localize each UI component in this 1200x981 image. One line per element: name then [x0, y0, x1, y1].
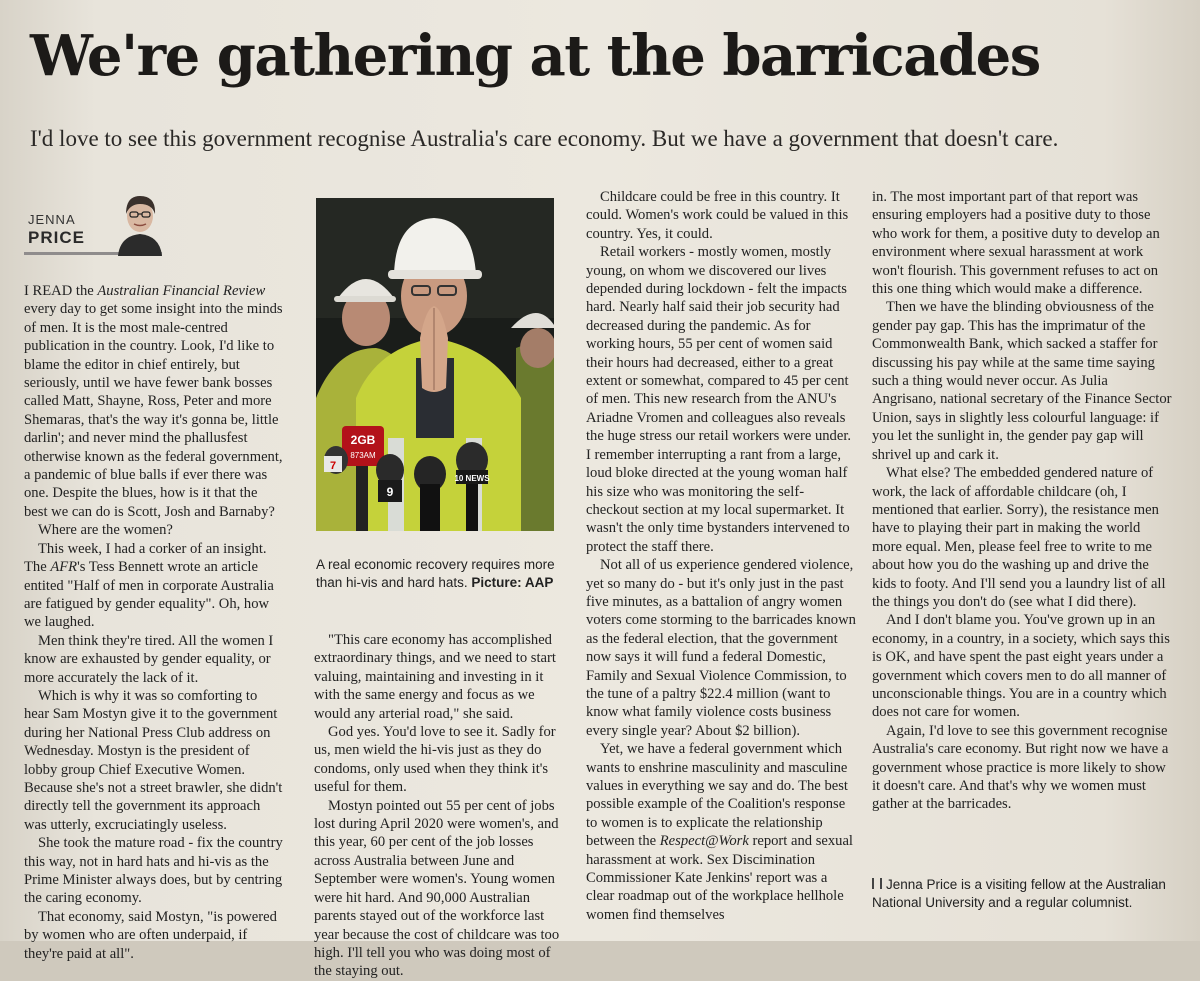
paragraph: in. The most important part of that report was ensuring employers had a positive duty to those who work for them, a positive duty to develop an environment where sexual harassment at work won't flourish. This government refuses to act on this one thing which would make a difference.: [872, 189, 1160, 298]
paragraph: That economy, said Mostyn, "is powered by women who are often underpaid, if they're paid at all".: [24, 908, 277, 962]
bio-marker-icon: [872, 878, 882, 889]
paragraph: Again, I'd love to see this government recognise Australia's care economy. But right now we have a government whose practice is more likely to show it doesn't care. And that's why we women must gather at the barricades.: [872, 722, 1169, 813]
mic-flag-label: 2GB: [350, 433, 376, 447]
article-photo: [316, 198, 554, 531]
photo-caption: A real economic recovery requires more than hi-vis and hard hats. Picture: AAP: [316, 557, 555, 590]
article-column-4: [872, 188, 1172, 814]
paragraph: Men think they're tired. All the women I know are exhausted by gender equality, or more accurately the lack of it.: [24, 632, 274, 686]
article-column-3: [586, 188, 856, 924]
article-column-2: [314, 631, 562, 981]
paragraph: And I don't blame you. You've grown up in an economy, in a country, in a society, which says this is OK, and have spent the past eight years under a government which covers men to do all manner of unconscionable things. You are in a country which does not care for women.: [872, 612, 1170, 721]
byline-last-name: PRICE: [28, 228, 85, 247]
paragraph: Yet, we have a federal government which wants to enshrine masculinity and masculine values in everything we say and do. The best possible example of the Coalition's response to women is to explicate the relationship between the Respect@Work report and sexual harassment at work. Sex Discimination Commissioner Kate Jenkins' report was a clear roadmap out of the workplace hellhole women find themselves: [586, 741, 853, 923]
mic-flag-label: 873AM: [350, 451, 376, 460]
article-column-1: [24, 282, 284, 963]
standfirst: I'd love to see this government recognise Australia's care economy. But we have a government that doesn't care.: [30, 126, 1059, 151]
mic-flag-label: 7: [329, 460, 337, 472]
mic-flag-label: 10 NEWS: [454, 474, 490, 483]
paragraph: She took the mature road - fix the country this way, not in hard hats and hi-vis as the Prime Minister always does, but by centring the caring economy.: [24, 835, 283, 907]
author-portrait-icon: [112, 188, 168, 256]
byline-first-name: JENNA: [28, 212, 76, 227]
paragraph: This week, I had a corker of an insight. The AFR's Tess Bennett wrote an article entited "Half of men in corporate Australia are fatigued by gender equality". Oh, how we laughed.: [24, 540, 274, 631]
headline: We're gathering at the barricades: [30, 23, 1040, 89]
paragraph: Mostyn pointed out 55 per cent of jobs lost during April 2020 were women's, and this year, 60 per cent of the job losses across Australia between June and September were women's. Young women were hit hard. And 90,000 Australian parents stayed out of the workforce last year because the cost of childcare was too high. I'll tell you who was doing most of the staying out.: [314, 797, 560, 980]
paragraph: God yes. You'd love to see it. Sadly for us, men wield the hi-vis just as they do condoms, only used when they think it's useful for them.: [314, 724, 556, 796]
paragraph: Childcare could be free in this country. It could. Women's work could be valued in this country. Yes, it could.: [586, 189, 849, 242]
author-bio: Jenna Price is a visiting fellow at the Australian National University and a regular columnist.: [872, 877, 1166, 910]
paragraph: Which is why it was so comforting to hear Sam Mostyn give it to the government during her National Press Club address on Wednesday. Mostyn is the president of lobby group Chief Executive Women. Because she's not a street brawler, she didn't directly tell the government its approach was utterly, excruciatingly useless.: [24, 687, 283, 833]
paragraph: Then we have the blinding obviousness of the gender pay gap. This has the imprimatur of the Commonwealth Bank, which sacked a staffer for discussing his pay while at the same time saying such a thing would never occur. As Julia Angrisano, national secretary of the Finance Sector Union, says in slightly less colourful language: if you let the sunlight in, the gender pay gap will shrivel up and cark it.: [872, 299, 1172, 463]
mic-flag-label: 9: [386, 485, 394, 499]
paragraph: I READ the Australian Financial Review every day to get some insight into the minds of men. It is the most male-centred publication in the country. Look, I'd like to blame the editor in chief entirely, but seriously, until we have fewer bank bosses called Matt, Shayne, Ross, Peter and more Shemaras, that's the way it's gonna be, little darlin'; and never mind the phallusfest otherwise known as the federal government, a pandemic of blue balls if ever there was one. Despite the blues, how is it that the best we can do is Scott, Josh and Barnaby?: [24, 283, 283, 520]
paragraph: Where are the women?: [38, 522, 173, 539]
paragraph: Retail workers - mostly women, mostly young, on whom we discovered our lives depended during lockdown - felt the impacts hard. Nearly half said their job security had decreased during the pandemic. As for working hours, 55 per cent of women said their hours had decreased, either to a great extent or somewhat, compared to 45 per cent of men. This new research from the ANU's Ariadne Vromen and colleagues also reveals the huge stress our retail workers were under. I remember interrupting a rant from a large, loud bloke directed at the young woman half his size who was monitoring the self-checkout section at my local supermarket. It wasn't the only time bystanders intervened to protect the staff there.: [586, 244, 852, 555]
paragraph: What else? The embedded gendered nature of work, the lack of affordable childcare (oh, I mentioned that earlier. Sorry), the resistance men have to playing their part in making the world more equal. Men, please feel free to write to me about how you do the washing up and drive the kids to footy. And I'll send you a laundry list of all the things you don't do (see what I did there).: [872, 465, 1166, 610]
paragraph: Not all of us experience gendered violence, yet so many do - but it's only just in the past five minutes, as a battalion of angry women voters come storming to the barricades known as the federal election, that the government now says it will fund a federal Domestic, Family and Sexual Violence Commission, to the tune of a paltry $22.4 million (want to know what family violence costs business every single year? About $2 billion).: [586, 557, 856, 739]
paragraph: "This care economy has accomplished extraordinary things, and we need to start valuing, maintaining and investing in it with the same energy and focus as we would any arterial road," she said.: [314, 632, 556, 722]
